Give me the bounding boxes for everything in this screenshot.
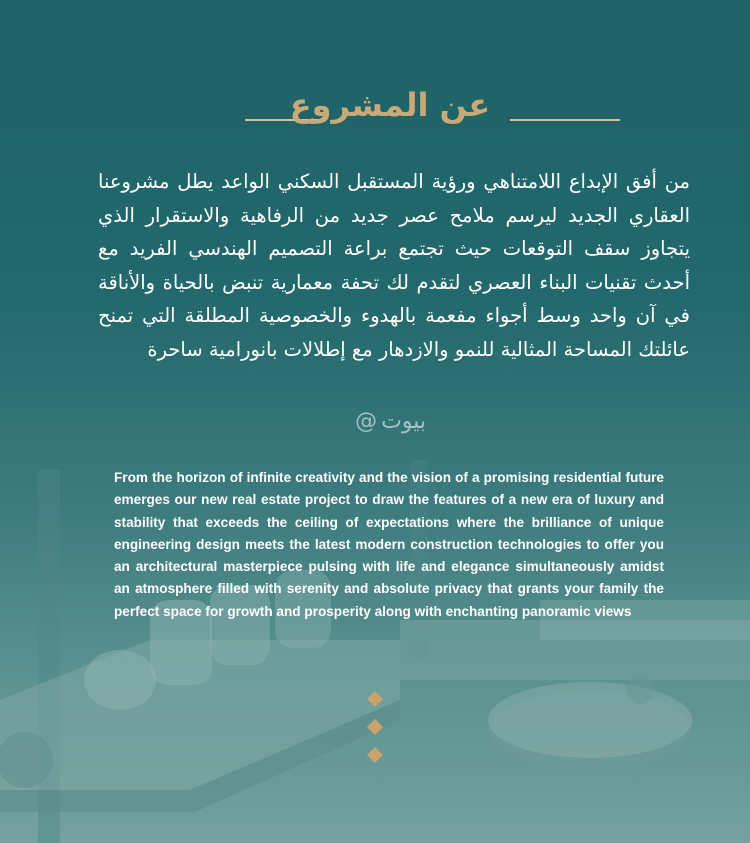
diamond-icon bbox=[367, 691, 383, 707]
heading-block bbox=[0, 78, 750, 138]
arabic-description: من أفق الإبداع اللامتناهي ورؤية المستقبل السكني الواعد يطل مشروعنا العقاري الجديد ليرسم ملامح عصر جديد من الرفاهية والاستقرار الذي يتجاوز سقف التوقعات حيث تجتمع براعة التصميم الهندسي الفريد مع أحدث تقنيات البناء العصري لتقدم لك تحفة معمارية تنبض بالحياة والأناقة في آن واحد وسط أجواء مفعمة بالهدوء والخصوصية المطلقة التي تمنح عائلتك المساحة المثالية للنمو والازدهار مع إطلالات بانورامية ساحرة bbox=[98, 170, 690, 361]
diamond-icon bbox=[367, 719, 383, 735]
at-sign-icon: @ bbox=[355, 408, 378, 434]
heading-divider-right bbox=[510, 119, 620, 121]
decor-diamonds bbox=[364, 689, 386, 769]
english-description: From the horizon of infinite creativity and the vision of a promising residential future emerges our new real estate project to draw the features of a new era of luxury and stability that exceeds the ceiling of expectations where the brilliance of unique engineering design meets the latest modern construction technologies to offer you an architectural masterpiece pulsing with life and elegance simultaneously amidst an atmosphere filled with serenity and absolute privacy that grants your family the perfect space for growth and prosperity along with enchanting panoramic views bbox=[114, 470, 664, 619]
page-title: عن المشروع bbox=[289, 86, 491, 124]
diamond-icon bbox=[367, 747, 383, 763]
watermark bbox=[306, 403, 426, 439]
watermark-text: بيوت bbox=[381, 408, 426, 434]
